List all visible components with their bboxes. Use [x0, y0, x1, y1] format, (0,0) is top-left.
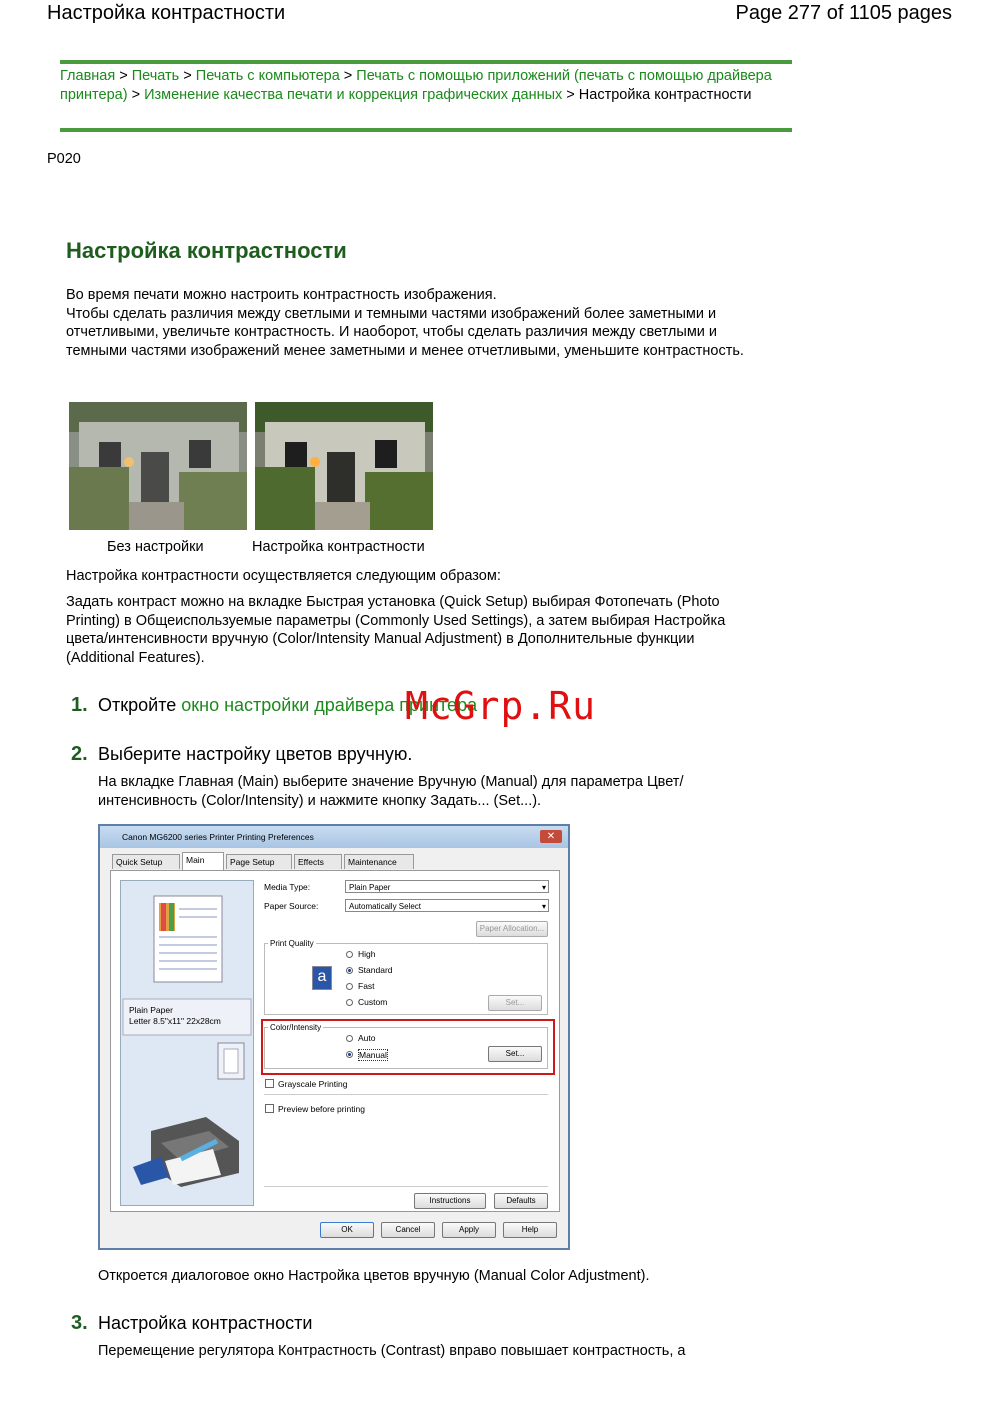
step-2-number: 2.	[71, 743, 88, 765]
media-type-select[interactable]: Plain Paper ▾	[345, 880, 549, 893]
quality-custom-radio[interactable]	[346, 999, 353, 1006]
cancel-button[interactable]: Cancel	[381, 1222, 435, 1238]
grayscale-label: Grayscale Printing	[278, 1079, 348, 1089]
breadcrumb-link-print[interactable]: Печать	[131, 68, 180, 84]
quality-set-button[interactable]: Set...	[488, 995, 542, 1011]
caption-before: Без настройки	[107, 539, 204, 555]
article-heading: Настройка контрастности	[66, 238, 347, 263]
help-button[interactable]: Help	[503, 1222, 557, 1238]
step-2-body: На вкладке Главная (Main) выберите значение Вручную (Manual) для параметра Цвет/интенсивность (Color/Intensity) и нажмите кнопку Задать... (Set...).	[98, 774, 684, 809]
dialog-title: Canon MG6200 series Printer Printing Preferences	[122, 832, 314, 842]
print-quality-icon: a	[312, 966, 332, 990]
highlight-frame	[261, 1019, 555, 1075]
page-code: P020	[47, 151, 81, 167]
step-2-title: Выберите настройку цветов вручную.	[98, 744, 413, 764]
method-intro: Настройка контрастности осуществляется следующим образом:	[66, 568, 501, 584]
tab-main[interactable]: Main	[182, 852, 224, 870]
apply-button[interactable]: Apply	[442, 1222, 496, 1238]
watermark: McGrp.Ru	[405, 684, 597, 728]
page-header-title: Настройка контрастности	[47, 2, 286, 24]
tab-page-setup[interactable]: Page Setup	[226, 854, 292, 869]
print-quality-label: Print Quality	[270, 939, 314, 948]
preview-media-type: Plain Paper	[129, 1005, 173, 1015]
color-manual-label: Manual	[359, 1050, 387, 1060]
quality-standard-label: Standard	[358, 965, 393, 975]
step-3-title: Настройка контрастности	[98, 1313, 313, 1333]
quality-custom-label: Custom	[358, 997, 388, 1007]
ok-button[interactable]: OK	[320, 1222, 374, 1238]
instructions-button[interactable]: Instructions	[414, 1193, 486, 1209]
step-3-number: 3.	[71, 1312, 88, 1334]
close-icon[interactable]: ✕	[540, 830, 562, 843]
breadcrumb-bottom-rule	[60, 128, 792, 132]
dialog-titlebar	[100, 826, 568, 848]
section-divider	[264, 1094, 548, 1095]
caption-after: Настройка контрастности	[252, 539, 425, 555]
tab-quick-setup[interactable]: Quick Setup	[112, 854, 180, 869]
breadcrumb-separator: >	[131, 87, 141, 103]
photo-before	[69, 402, 247, 530]
breadcrumb-link-quality[interactable]: Изменение качества печати и коррекция графических данных	[144, 87, 563, 103]
breadcrumb-link-print-from-computer[interactable]: Печать с компьютера	[195, 68, 340, 84]
preview-before-printing-checkbox[interactable]	[265, 1104, 274, 1113]
preview-paper-size: Letter 8.5"x11" 22x28cm	[129, 1016, 221, 1026]
breadcrumb-link-home[interactable]: Главная	[60, 68, 116, 84]
quality-fast-label: Fast	[358, 981, 375, 991]
color-auto-label: Auto	[358, 1033, 376, 1043]
page-indicator: Page 277 of 1105 pages	[735, 2, 952, 24]
breadcrumb-separator: >	[343, 68, 353, 84]
quality-standard-radio[interactable]	[346, 967, 353, 974]
tab-effects[interactable]: Effects	[294, 854, 342, 869]
intro-text	[66, 286, 766, 361]
defaults-button[interactable]: Defaults	[494, 1193, 548, 1209]
breadcrumb	[60, 67, 780, 105]
preview-before-printing-label: Preview before printing	[278, 1104, 365, 1114]
step-1-number: 1.	[71, 694, 88, 716]
media-type-label: Media Type:	[264, 882, 311, 892]
paper-source-label: Paper Source:	[264, 901, 319, 911]
driver-settings-link[interactable]: окно настройки драйвера принтера	[181, 695, 478, 715]
step-1-prefix: Откройте	[98, 695, 182, 715]
settings-preview	[120, 880, 254, 1206]
step-3-body: Перемещение регулятора Контрастность (Contrast) вправо повышает контрастность, а	[98, 1343, 686, 1359]
tab-maintenance[interactable]: Maintenance	[344, 854, 414, 869]
breadcrumb-current: Настройка контрастности	[578, 87, 752, 103]
breadcrumb-separator: >	[183, 68, 192, 84]
breadcrumb-separator: >	[119, 68, 128, 84]
color-intensity-label: Color/Intensity	[270, 1023, 322, 1032]
color-set-button[interactable]: Set...	[488, 1046, 542, 1062]
printer-preferences-dialog	[98, 824, 570, 1250]
method-text: Задать контраст можно на вкладке Быстрая установка (Quick Setup) выбирая Фотопечать (Photo Printing) в Общеиспользуемые параметры (Commonly Used Settings), а затем выбирая Настройка цвета/интенсивности вручную (Color/Intensity Manual Adjustment) в Дополнительные функции (Additional Features).	[66, 594, 726, 667]
intro-line-2: Чтобы сделать различия между светлыми и темными частями изображений более заметными и отчетливыми, увеличьте контрастность. И наоборот, чтобы сделать различия между светлыми и темными частями изображений менее заметными и менее отчетливыми, уменьшите контрастность.	[66, 305, 744, 360]
paper-allocation-button[interactable]: Paper Allocation...	[476, 921, 548, 937]
grayscale-checkbox[interactable]	[265, 1079, 274, 1088]
quality-high-radio[interactable]	[346, 951, 353, 958]
breadcrumb-link-print-from-apps[interactable]: Печать с помощью приложений (печать с помощью драйвера принтера)	[60, 68, 772, 103]
breadcrumb-separator: >	[566, 87, 575, 103]
paper-source-select[interactable]: Automatically Select ▾	[345, 899, 549, 912]
quality-high-label: High	[358, 949, 376, 959]
step-2-result: Откроется диалоговое окно Настройка цветов вручную (Manual Color Adjustment).	[98, 1268, 650, 1284]
breadcrumb-top-rule	[60, 60, 792, 64]
photo-after	[255, 402, 433, 530]
intro-line-1: Во время печати можно настроить контрастность изображения.	[66, 287, 497, 303]
quality-fast-radio[interactable]	[346, 983, 353, 990]
bottom-divider	[264, 1186, 548, 1187]
